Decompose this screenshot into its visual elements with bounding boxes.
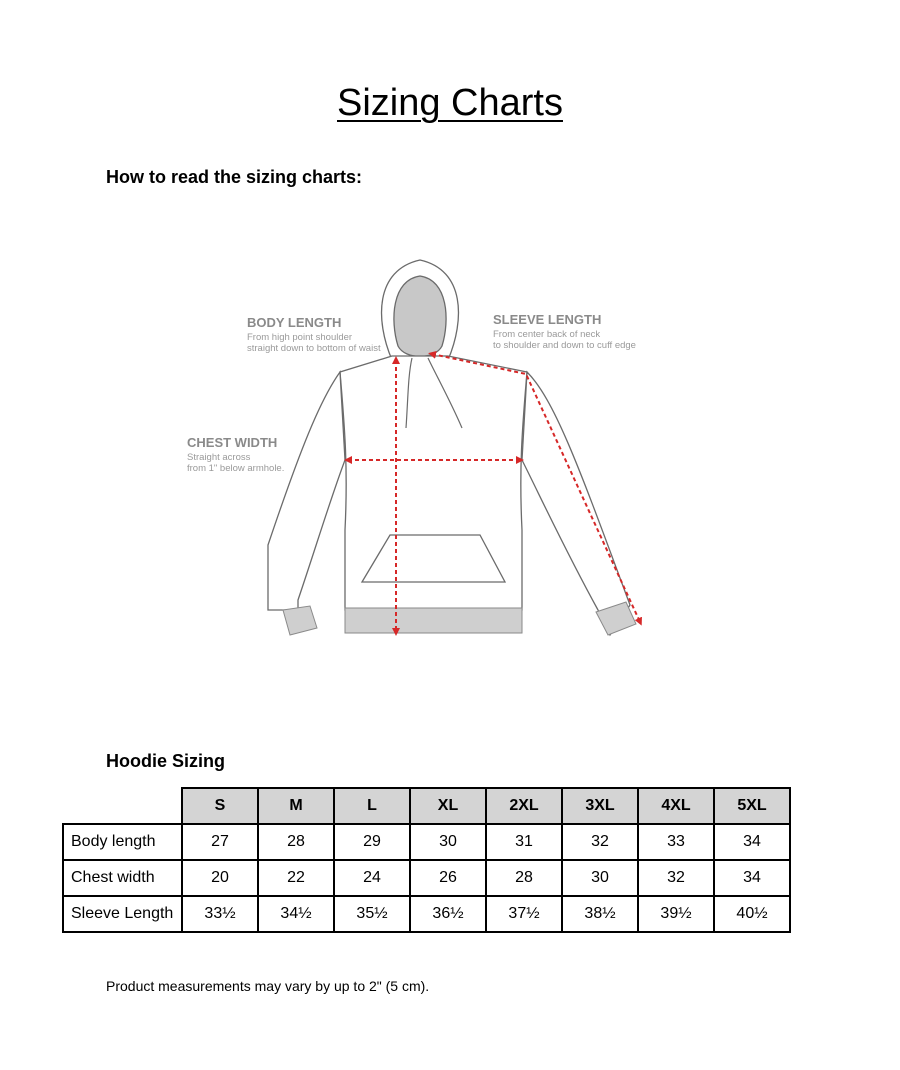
- size-header: 2XL: [486, 788, 562, 824]
- table-cell: 30: [410, 824, 486, 860]
- row-label: Chest width: [63, 860, 182, 896]
- page-title: Sizing Charts: [337, 82, 563, 124]
- table-cell: 31: [486, 824, 562, 860]
- measurement-note: Product measurements may vary by up to 2" (5 cm).: [106, 978, 430, 994]
- table-cell: 26: [410, 860, 486, 896]
- size-header: S: [182, 788, 258, 824]
- table-cell: 34: [714, 824, 790, 860]
- chest-width-desc-2: from 1" below armhole.: [187, 463, 285, 474]
- table-cell: 22: [258, 860, 334, 896]
- table-cell: 27: [182, 824, 258, 860]
- size-header: XL: [410, 788, 486, 824]
- chest-width-desc-1: Straight across: [187, 452, 251, 463]
- body-length-label: [247, 315, 381, 354]
- size-header: M: [258, 788, 334, 824]
- table-cell: 34: [714, 860, 790, 896]
- sleeve-length-label: [493, 312, 636, 351]
- table-cell: 24: [334, 860, 410, 896]
- row-label: Sleeve Length: [63, 896, 182, 932]
- table-cell: 32: [638, 860, 714, 896]
- sleeve-length-desc-2: to shoulder and down to cuff edge: [493, 340, 636, 351]
- table-row: [63, 896, 790, 932]
- table-cell: 34½: [258, 896, 334, 932]
- table-cell: 30: [562, 860, 638, 896]
- hoodie-measurement-diagram: [180, 250, 660, 650]
- row-label: Body length: [63, 824, 182, 860]
- size-header: L: [334, 788, 410, 824]
- table-row: [63, 824, 790, 860]
- table-cell: 33½: [182, 896, 258, 932]
- table-cell: 40½: [714, 896, 790, 932]
- table-cell: 28: [486, 860, 562, 896]
- hoodie-sizing-table: [62, 787, 791, 933]
- chest-width-label: [187, 435, 284, 474]
- size-header-row: [63, 788, 790, 824]
- table-cell: 35½: [334, 896, 410, 932]
- table-cell: 28: [258, 824, 334, 860]
- table-row: [63, 860, 790, 896]
- body-length-title: BODY LENGTH: [247, 315, 342, 330]
- size-header: 3XL: [562, 788, 638, 824]
- chest-width-title: CHEST WIDTH: [187, 435, 278, 450]
- size-header: 5XL: [714, 788, 790, 824]
- table-corner: [63, 788, 182, 824]
- how-to-read-heading: How to read the sizing charts:: [106, 167, 363, 187]
- table-cell: 36½: [410, 896, 486, 932]
- table-cell: 32: [562, 824, 638, 860]
- sleeve-length-title: SLEEVE LENGTH: [493, 312, 602, 327]
- table-cell: 29: [334, 824, 410, 860]
- sleeve-length-desc-1: From center back of neck: [493, 329, 601, 340]
- table-cell: 39½: [638, 896, 714, 932]
- body-length-desc-2: straight down to bottom of waist: [247, 343, 381, 354]
- body-length-desc-1: From high point shoulder: [247, 332, 353, 343]
- table-cell: 20: [182, 860, 258, 896]
- table-cell: 38½: [562, 896, 638, 932]
- table-cell: 37½: [486, 896, 562, 932]
- hood: [382, 260, 459, 360]
- hoodie-body: [268, 356, 630, 635]
- size-header: 4XL: [638, 788, 714, 824]
- table-cell: 33: [638, 824, 714, 860]
- hoodie-sizing-heading: Hoodie Sizing: [106, 751, 225, 771]
